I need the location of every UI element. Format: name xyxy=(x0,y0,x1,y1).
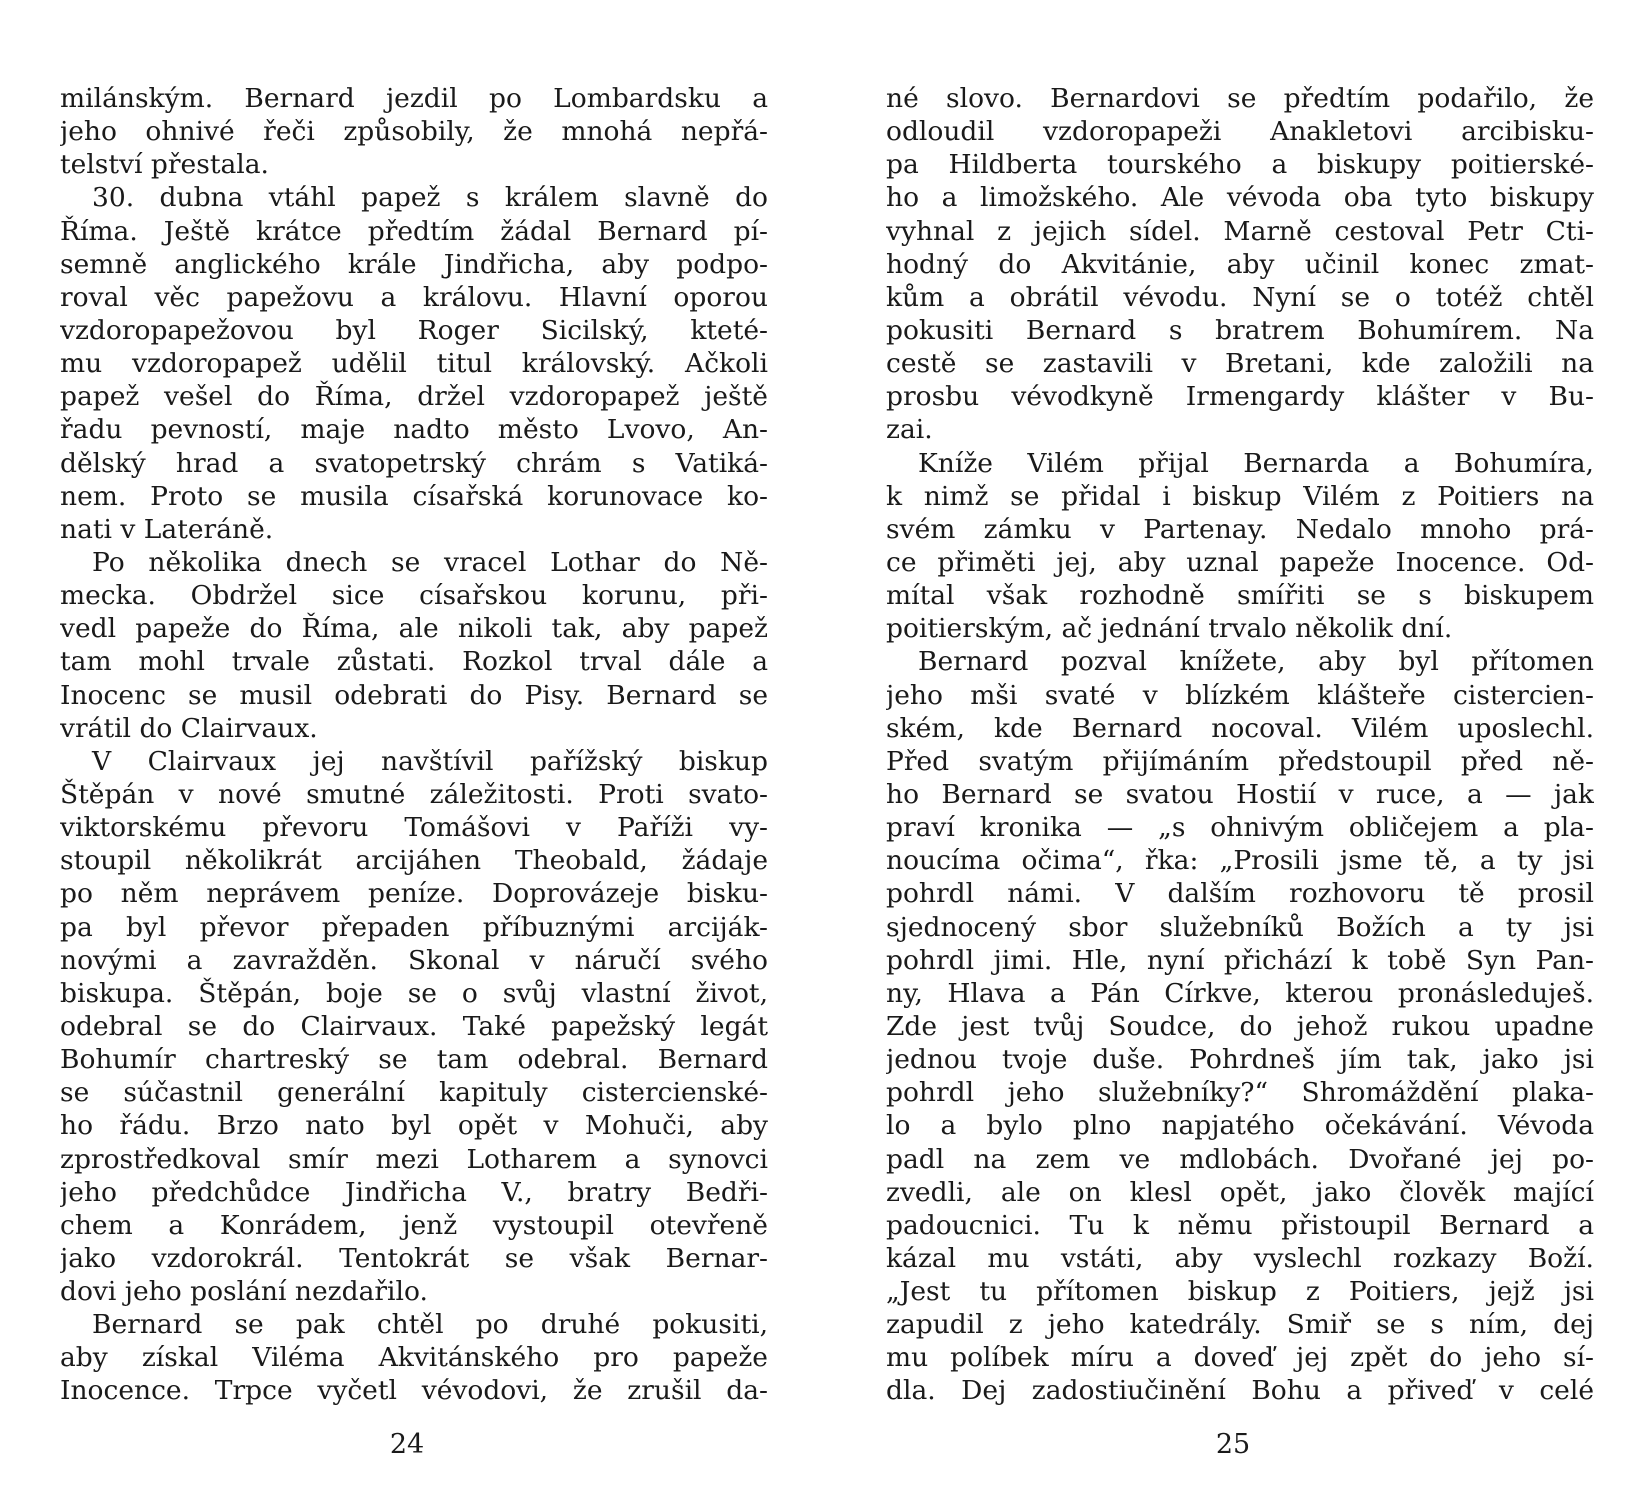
text-line: dělský hrad a svatopetrský chrám s Vatiká- xyxy=(60,447,768,479)
text-line: pa byl převor přepaden příbuznými arciják- xyxy=(60,911,768,943)
right-page-number: 25 xyxy=(1215,1429,1251,1460)
text-line: hodný do Akvitánie, aby učinil konec zmat- xyxy=(886,248,1594,280)
text-line: nem. Proto se musila císařská korunovace ko- xyxy=(60,480,768,512)
text-line: Bernard se pak chtěl po druhé pokusiti, xyxy=(92,1309,768,1341)
text-line: svém zámku v Partenay. Nedalo mnoho prá- xyxy=(886,513,1594,545)
text-line: jeho ohnivé řeči způsobily, že mnohá nepřá- xyxy=(60,116,768,148)
text-line: ny, Hlava a Pán Církve, kterou pronásleduješ. xyxy=(886,977,1594,1009)
text-line: řadu pevností, maje nadto město Lvovo, An- xyxy=(60,414,768,446)
text-line: noucíma očima“, řka: „Prosili jsme tě, a ty jsi xyxy=(886,845,1594,877)
text-line: stoupil několikrát arcijáhen Theobald, žádaje xyxy=(60,845,768,877)
text-line: vyhnal z jejich sídel. Marně cestoval Petr Cti- xyxy=(886,215,1594,247)
text-line: nati v Lateráně. xyxy=(60,513,274,545)
text-line: sjednocený sbor služebníků Božích a ty jsi xyxy=(886,911,1594,943)
text-line: praví kronika — „s ohnivým obličejem a pla- xyxy=(886,812,1594,844)
text-line: pohrdl jimi. Hle, nyní přichází k tobě Syn Pan- xyxy=(886,944,1594,976)
text-line: milánským. Bernard jezdil po Lombardsku a xyxy=(60,83,768,114)
text-line: zapudil z jeho katedrály. Smiř se s ním, dej xyxy=(886,1309,1594,1341)
text-line: pohrdl námi. V dalším rozhovoru tě prosil xyxy=(886,878,1594,910)
text-line: Po několika dnech se vracel Lothar do Ně- xyxy=(92,546,768,578)
text-line: vrátil do Clairvaux. xyxy=(60,712,318,744)
text-line: se súčastnil generální kapituly cistercienské- xyxy=(60,1077,768,1109)
text-line: telství přestala. xyxy=(60,149,269,181)
text-line: ském, kde Bernard nocoval. Vilém uposlechl. xyxy=(886,712,1594,744)
text-line: Bernard pozval knížete, aby byl přítomen xyxy=(918,646,1594,678)
text-line: po něm neprávem peníze. Doprovázeje bisku- xyxy=(60,878,768,910)
text-line: odebral se do Clairvaux. Také papežský legát xyxy=(60,1010,768,1042)
text-line: chem a Konrádem, jenž vystoupil otevřeně xyxy=(60,1209,768,1241)
text-line: vedl papeže do Říma, ale nikoli tak, aby papež xyxy=(60,613,768,645)
text-line: viktorskému převoru Tomášovi v Paříži vy- xyxy=(60,812,768,844)
text-line: né slovo. Bernardovi se předtím podařilo, že xyxy=(886,83,1594,114)
text-line: mu vzdoropapež udělil titul královský. Ačkoli xyxy=(60,348,768,380)
text-line: pohrdl jeho služebníky?“ Shromáždění plaka- xyxy=(886,1077,1594,1109)
text-line: kázal mu vstáti, aby vyslechl rozkazy Boží. xyxy=(886,1242,1594,1274)
text-line: Říma. Ještě krátce předtím žádal Bernard pí- xyxy=(60,215,768,247)
text-line: „Jest tu přítomen biskup z Poitiers, jejž jsi xyxy=(886,1276,1594,1308)
text-line: ce přiměti jej, aby uznal papeže Inocence. Od- xyxy=(886,546,1594,578)
text-line: semně anglického krále Jindřicha, aby podpo- xyxy=(60,248,768,280)
text-line: prosbu vévodkyně Irmengardy klášter v Bu- xyxy=(886,381,1594,413)
text-line: Před svatým přijímáním předstoupil před ně- xyxy=(886,745,1594,777)
text-line: aby získal Viléma Akvitánského pro papeže xyxy=(60,1342,768,1374)
text-line: dovi jeho poslání nezdařilo. xyxy=(60,1276,428,1308)
text-line: jeho předchůdce Jindřicha V., bratry Bedři- xyxy=(60,1176,768,1208)
text-line: biskupa. Štěpán, boje se o svůj vlastní život, xyxy=(60,977,768,1009)
text-line: Zde jest tvůj Soudce, do jehož rukou upadne xyxy=(886,1010,1594,1042)
text-line: 30. dubna vtáhl papež s králem slavně do xyxy=(92,182,768,214)
text-line: zprostředkoval smír mezi Lotharem a synovci xyxy=(60,1143,768,1175)
text-line: kům a obrátil vévodu. Nyní se o totéž chtěl xyxy=(886,281,1594,313)
text-line: padoucnici. Tu k němu přistoupil Bernard a xyxy=(886,1209,1594,1241)
text-line: jeho mši svaté v blízkém klášteře cistercien- xyxy=(886,679,1594,711)
text-line: roval věc papežovu a královu. Hlavní oporou xyxy=(60,281,768,313)
left-page-number: 24 xyxy=(389,1429,425,1460)
text-line: Štěpán v nové smutné záležitosti. Proti svato- xyxy=(60,778,768,810)
text-line: pokusiti Bernard s bratrem Bohumírem. Na xyxy=(886,314,1594,346)
text-line: pa Hildberta tourského a biskupy poitierské- xyxy=(886,149,1594,181)
text-line: Inocence. Trpce vyčetl vévodovi, že zrušil da- xyxy=(60,1375,768,1407)
text-line: zai. xyxy=(886,414,933,446)
text-line: cestě se zastavili v Bretani, kde založili na xyxy=(886,348,1594,380)
text-line: jednou tvoje duše. Pohrdneš jím tak, jako jsi xyxy=(886,1044,1594,1076)
text-line: ho a limožského. Ale vévoda oba tyto biskupy xyxy=(886,182,1594,214)
text-line: odloudil vzdoropapeži Anakletovi arcibisku- xyxy=(886,116,1594,148)
text-line: tam mohl trvale zůstati. Rozkol trval dále a xyxy=(60,646,768,678)
text-line: jako vzdorokrál. Tentokrát se však Bernar- xyxy=(60,1242,768,1274)
text-line: zvedli, ale on klesl opět, jako člověk mající xyxy=(886,1176,1594,1208)
text-line: padl na zem ve mdlobách. Dvořané jej po- xyxy=(886,1143,1594,1175)
text-line: ho Bernard se svatou Hostií v ruce, a — jak xyxy=(886,778,1594,810)
text-line: mítal však rozhodně smířiti se s biskupem xyxy=(886,580,1594,612)
text-line: ho řádu. Brzo nato byl opět v Mohuči, aby xyxy=(60,1110,768,1142)
text-line: lo a bylo plno napjatého očekávání. Vévoda xyxy=(886,1110,1594,1142)
right-page-text xyxy=(886,82,1594,1408)
text-line: poitierským, ač jednání trvalo několik dní. xyxy=(886,613,1453,645)
text-line: papež vešel do Říma, držel vzdoropapež ještě xyxy=(60,381,768,413)
text-line: V Clairvaux jej navštívil pařížský biskup xyxy=(92,745,768,777)
text-line: Inocenc se musil odebrati do Pisy. Bernard se xyxy=(60,679,768,711)
text-line: mu políbek míru a doveď jej zpět do jeho sí- xyxy=(886,1342,1594,1374)
left-page-text xyxy=(60,82,768,1408)
text-line: novými a zavražděn. Skonal v náručí svého xyxy=(60,944,768,976)
text-line: k nimž se přidal i biskup Vilém z Poitiers na xyxy=(886,480,1594,512)
text-line: Bohumír chartreský se tam odebral. Bernard xyxy=(60,1044,768,1076)
text-line: Kníže Vilém přijal Bernarda a Bohumíra, xyxy=(918,447,1594,479)
text-line: vzdoropapežovou byl Roger Sicilský, kteté- xyxy=(60,314,768,346)
text-line: dla. Dej zadostiučinění Bohu a přiveď v celé xyxy=(886,1375,1594,1407)
text-line: mecka. Obdržel sice císařskou korunu, při- xyxy=(60,580,768,612)
